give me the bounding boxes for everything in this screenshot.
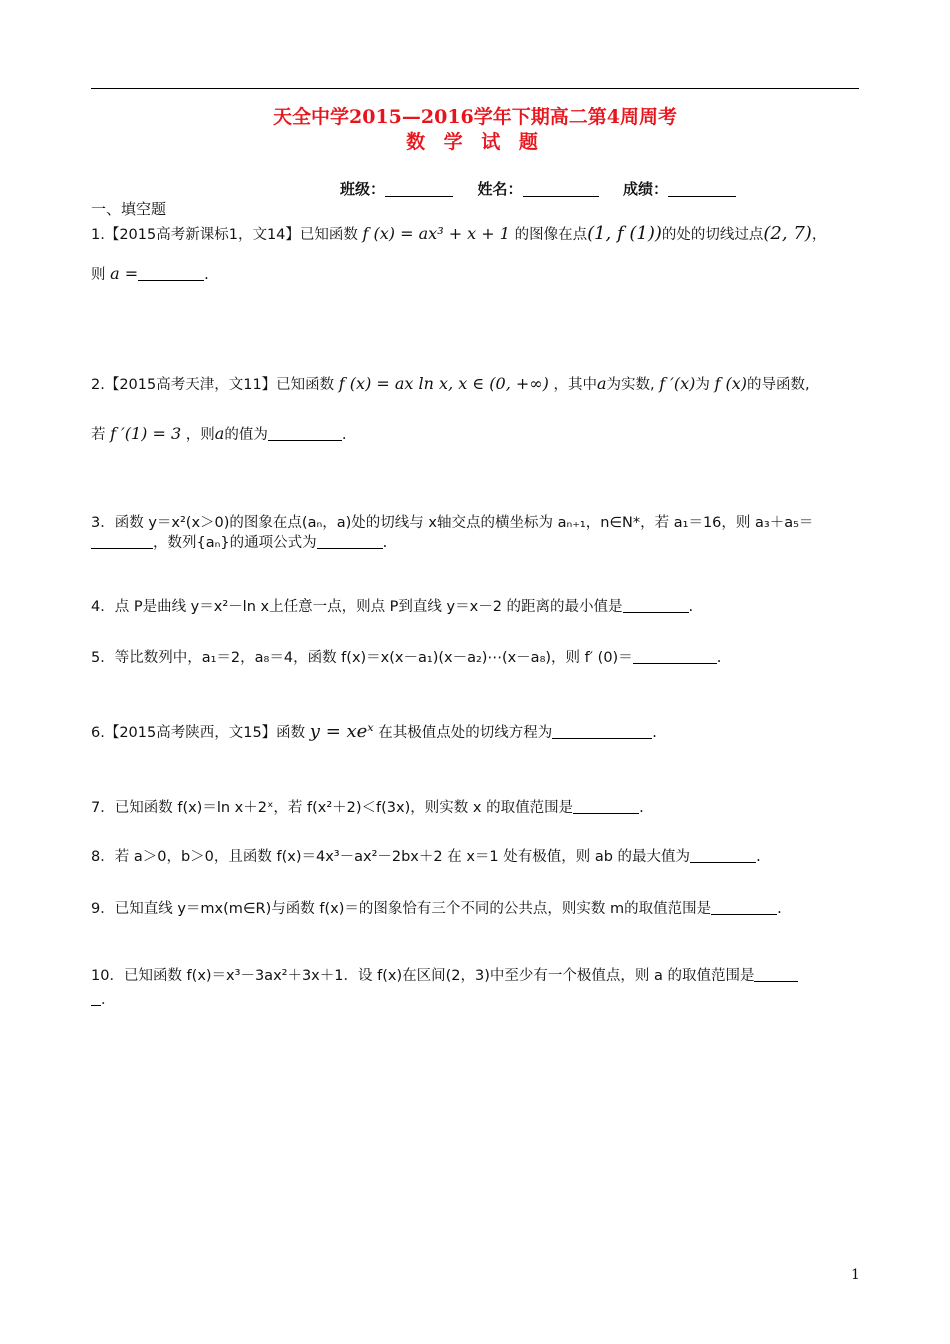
q6-answer-blank[interactable] [552, 724, 652, 739]
page-subtitle: 数 学 试 题 [406, 131, 544, 153]
name-field[interactable] [523, 181, 599, 197]
q2-answer-blank[interactable] [268, 426, 342, 441]
q10-answer-blank[interactable] [754, 967, 798, 982]
q5-answer-blank[interactable] [633, 649, 717, 664]
question-10: 10．已知函数 f(x)＝x³－3ax²＋3x＋1．设 f(x)在区间(2，3)中至少有一个极值点，则 a 的取值范围是 [91, 966, 861, 986]
score-label: 成绩： [622, 180, 668, 198]
q8-answer-blank[interactable] [690, 848, 756, 863]
question-8: 8．若 a＞0，b＞0，且函数 f(x)＝4x³－ax²－2bx＋2 在 x＝1 处有极值，则 ab 的最大值为 . [91, 849, 761, 865]
question-1: 1.【2015高考新课标1，文14】已知函数 f (x) = ax³ + x + 1 的图像在点(1, f (1))的处的切线过点(2, 7)， [91, 223, 827, 244]
question-3: 3．函数 y＝x²(x＞0)的图象在点(aₙ，a)处的切线与 x轴交点的横坐标为 aₙ₊₁，n∈N*，若 a₁＝16，则 a₃＋a₅＝ [91, 515, 814, 531]
class-label: 班级： [340, 180, 386, 198]
question-7: 7．已知函数 f(x)＝ln x＋2ˣ，若 f(x²＋2)＜f(3x)，则实数 x 的取值范围是 . [91, 800, 644, 816]
header-rule [91, 88, 859, 89]
question-5: 5．等比数列中，a₁＝2，a₈＝4，函数 f(x)＝x(x－a₁)(x－a₂)⋯(x－a₈)，则 f′ (0)＝ . [91, 650, 722, 666]
page-title: 天全中学2015—2016学年下期高二第4周周考 [273, 106, 677, 128]
q6-function: y = xeˣ [309, 721, 374, 742]
class-field[interactable] [385, 181, 453, 197]
q7-answer-blank[interactable] [573, 799, 639, 814]
q4-answer-blank[interactable] [623, 598, 689, 613]
question-4: 4．点 P是曲线 y＝x²－ln x上任意一点，则点 P到直线 y＝x－2 的距离的最小值是 . [91, 599, 694, 615]
question-6: 6.【2015高考陕西，文15】函数 y = xeˣ 在其极值点处的切线方程为 . [91, 721, 657, 742]
question-1-line2: 则 a = . [91, 264, 209, 283]
section-title: 一、填空题 [91, 200, 167, 218]
question-2: 2.【2015高考天津，文11】已知函数 f (x) = ax ln x, x ∈ (0, +∞) ，其中a为实数, f ′(x)为 f (x)的导函数, [91, 374, 810, 393]
score-field[interactable] [668, 181, 736, 197]
page-number: 1 [851, 1267, 860, 1283]
name-label: 姓名： [477, 180, 523, 198]
q9-answer-blank[interactable] [711, 900, 777, 915]
q2-function: f (x) = ax ln x, x ∈ (0, +∞) [338, 374, 549, 393]
q1-answer-blank[interactable] [138, 266, 204, 281]
q3-answer-blank-1[interactable] [91, 534, 153, 549]
question-3-line2: ，数列{aₙ}的通项公式为 . [91, 533, 861, 553]
question-2-line2: 若 f ′(1) = 3 ，则a的值为 . [91, 424, 347, 443]
student-info-row [340, 178, 736, 199]
question-10-line2: ． [91, 990, 861, 1010]
q3-answer-blank-2[interactable] [317, 534, 383, 549]
q1-function: f (x) = ax³ + x + 1 [362, 224, 510, 243]
question-9: 9．已知直线 y＝mx(m∈R)与函数 f(x)＝的图象恰有三个不同的公共点，则实数 m的取值范围是 . [91, 901, 782, 917]
